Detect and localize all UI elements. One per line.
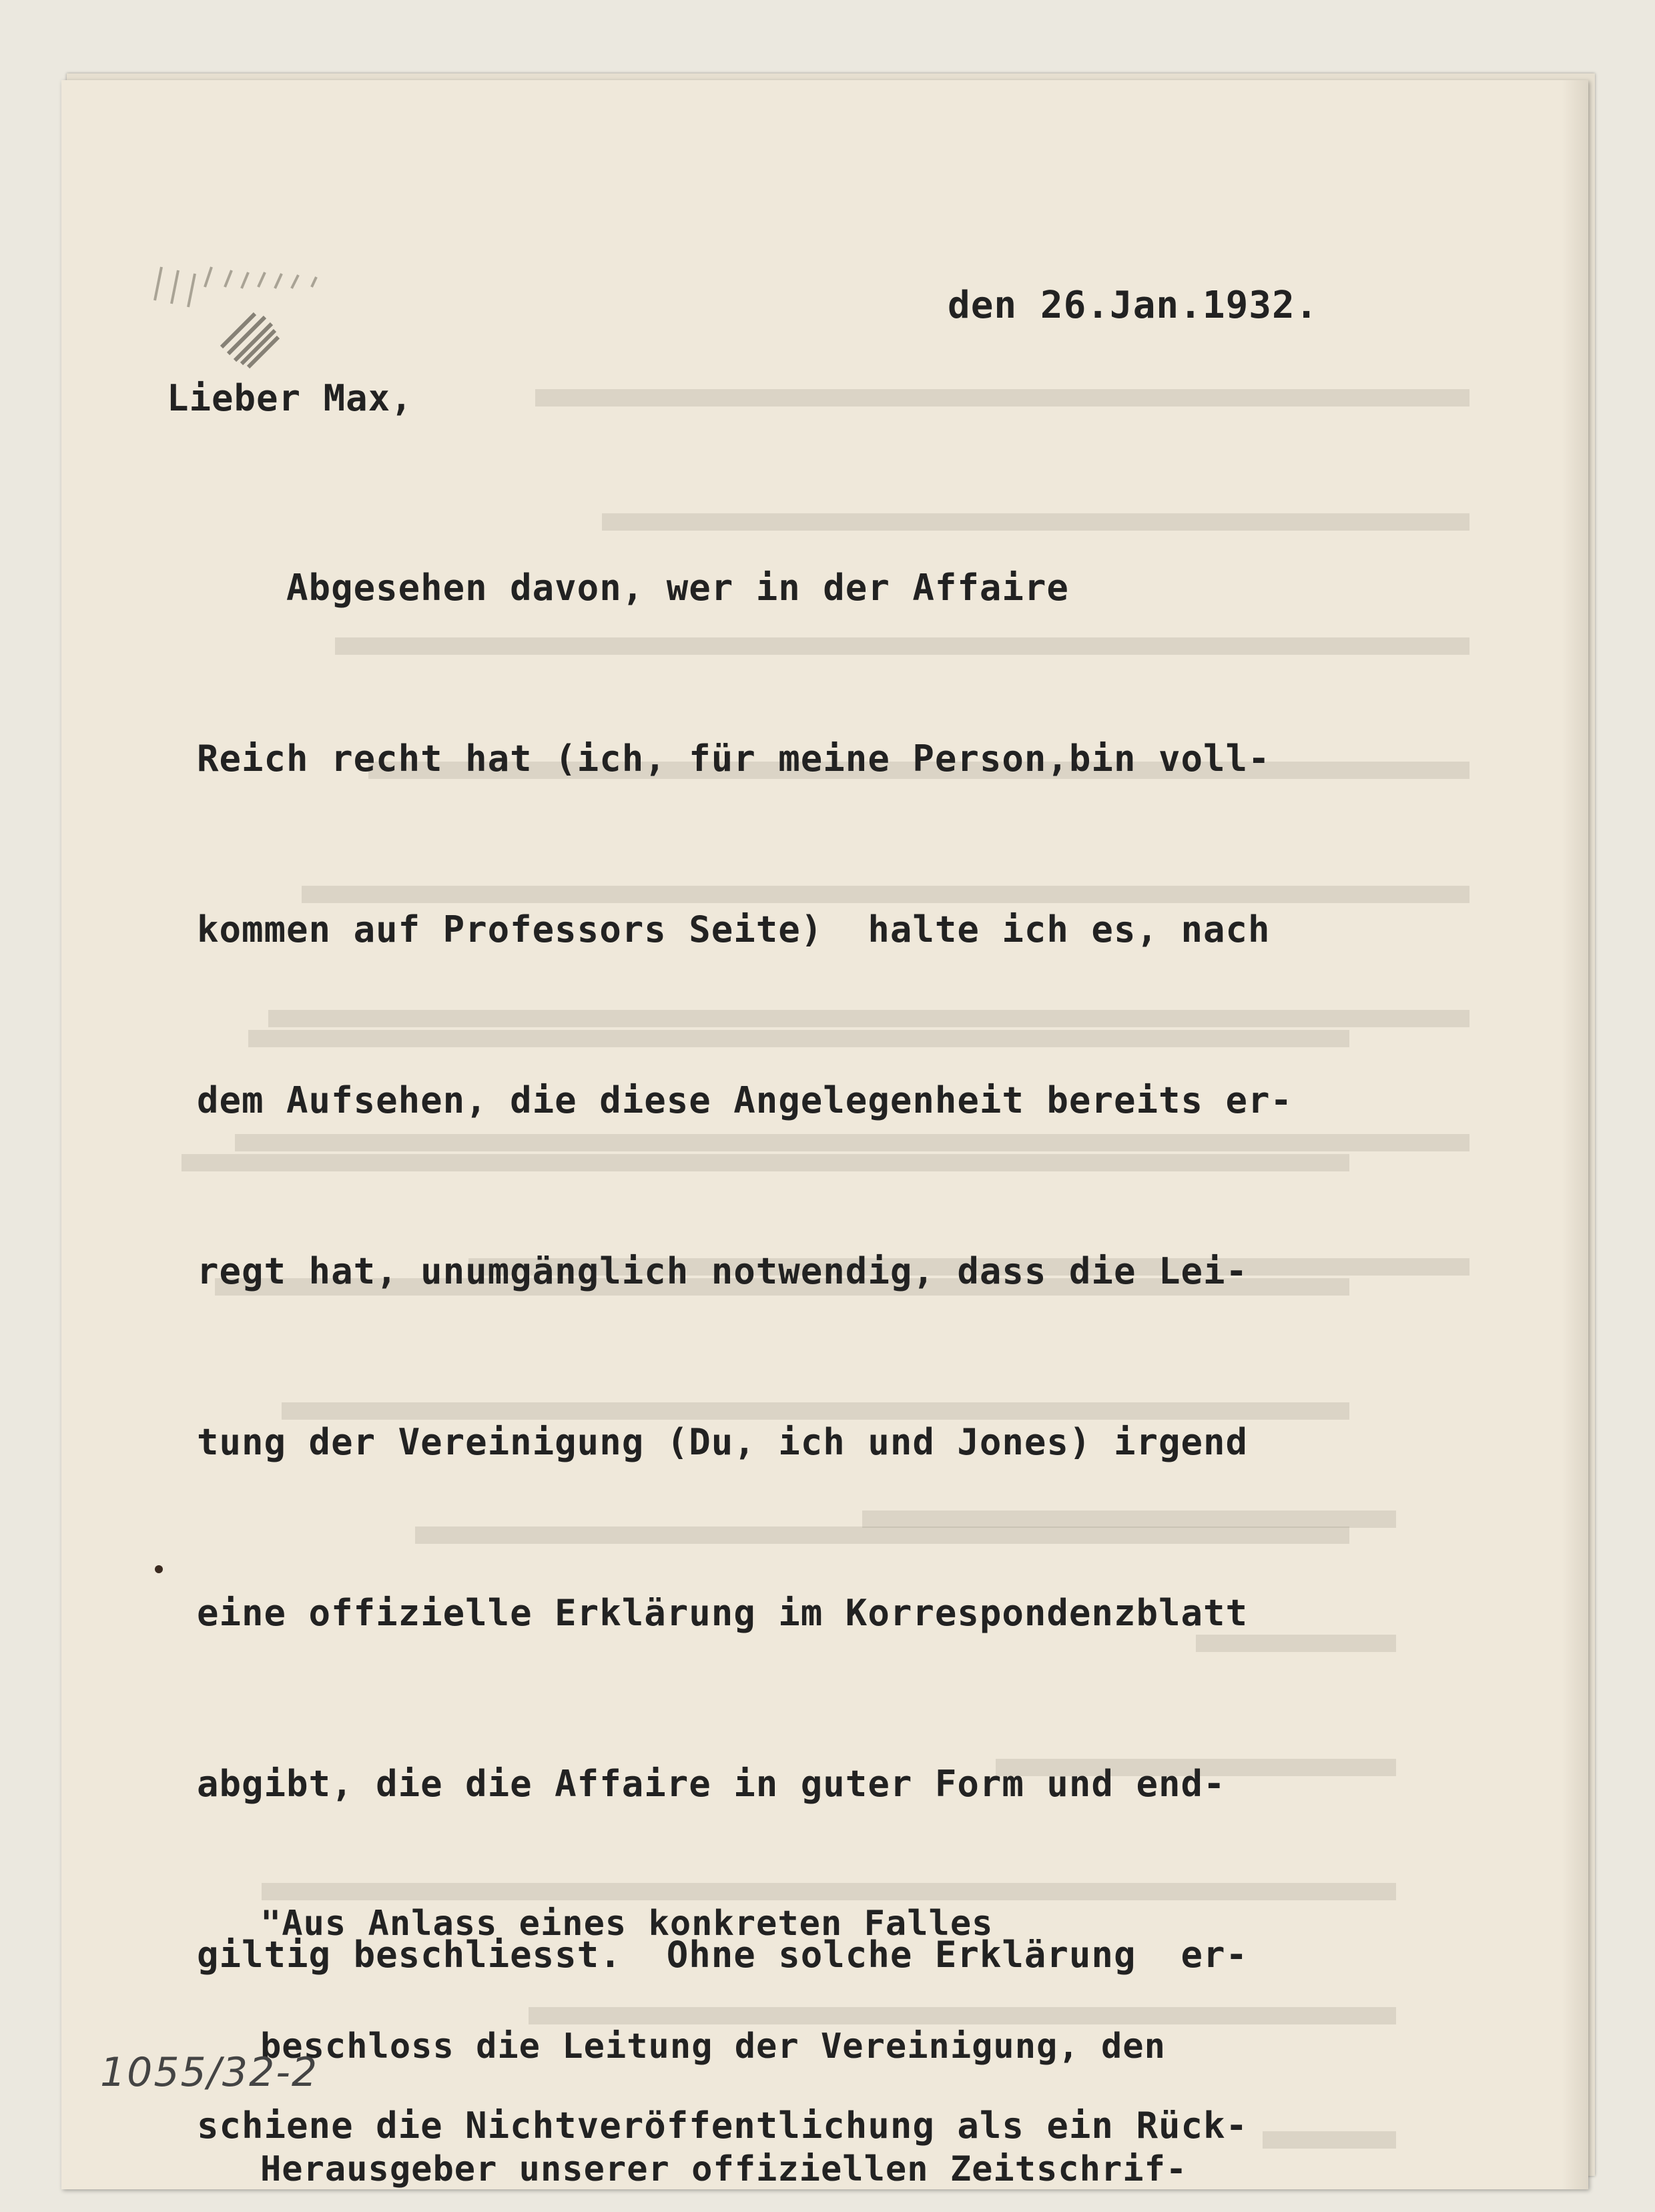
body-line: regt hat, unumgänglich notwendig, dass die Lei- bbox=[197, 1250, 1249, 1292]
quote-line: "Aus Anlass eines konkreten Falles bbox=[260, 1904, 994, 1944]
body-line: kommen auf Professors Seite) halte ich es, nach bbox=[197, 908, 1271, 950]
quote-line: beschloss die Leitung der Vereinigung, den bbox=[260, 2026, 1166, 2066]
body-line: Reich recht hat (ich, für meine Person,bin voll- bbox=[197, 738, 1271, 780]
body-line: Abgesehen davon, wer in der Affaire bbox=[197, 567, 1069, 609]
quoted-declaration bbox=[260, 1822, 1209, 2212]
body-line: eine offizielle Erklärung im Korrespondenzblatt bbox=[197, 1592, 1249, 1634]
body-line: dem Aufsehen, die diese Angelegenheit bereits er- bbox=[197, 1079, 1293, 1121]
ink-spot bbox=[155, 1565, 163, 1573]
paper-edge-shadow bbox=[1562, 80, 1588, 2189]
body-line: schiene die Nichtveröffentlichung als ein Rück- bbox=[197, 2105, 1249, 2147]
body-line: tung der Vereinigung (Du, ich und Jones) irgend bbox=[197, 1421, 1249, 1463]
pencil-scribble-icon bbox=[141, 240, 422, 387]
letter-salutation: Lieber Max, bbox=[167, 377, 413, 419]
letter-date: den 26.Jan.1932. bbox=[948, 284, 1319, 327]
quote-line: Herausgeber unserer offiziellen Zeitschrif- bbox=[260, 2149, 1188, 2189]
body-line: giltig beschliesst. Ohne solche Erklärung er- bbox=[197, 1934, 1249, 1976]
body-line: abgibt, die die Affaire in guter Form und end- bbox=[197, 1763, 1226, 1805]
archive-number: 1055/32-2 bbox=[100, 2049, 319, 2096]
